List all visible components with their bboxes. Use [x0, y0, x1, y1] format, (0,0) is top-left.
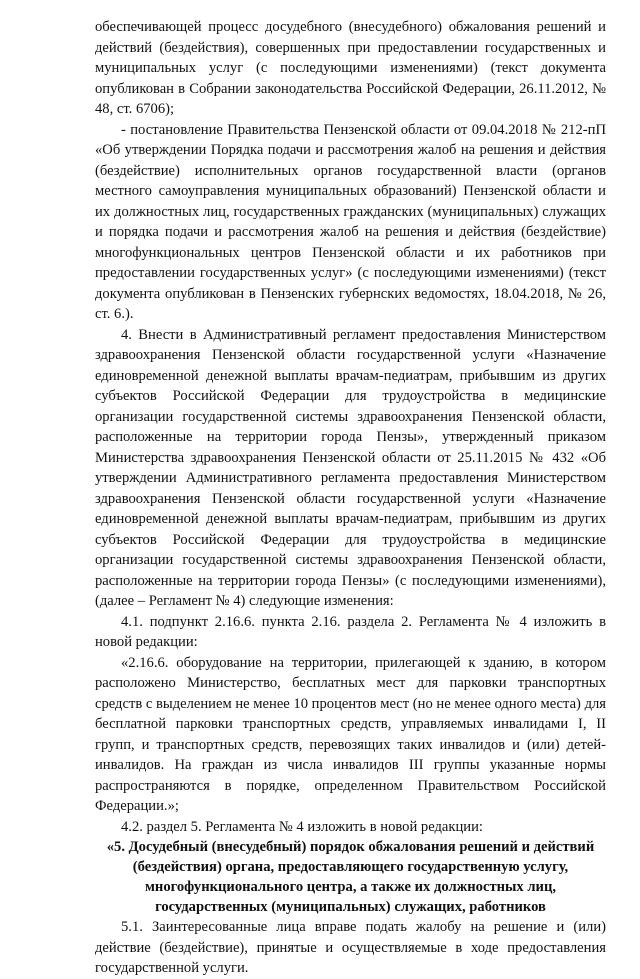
paragraph-item-4: 4. Внести в Административный регламент предоставления Министерством здравоохранения Пензенской области государственной услуги «Назначение единовременной денежной выплаты врачам-педиатрам, прибывшим из других субъектов Российской Федерации для трудоустройства в медицинские организации государственной системы здравоохранения Пензенской области, расположенные на территории города Пензы», утвержденный приказом Министерства здравоохранения Пензенской области от 25.11.2015 № 432 «Об утверждении Административного регламента предоставления Министерством здравоохранения Пензенской области государственной услуги «Назначение единовременной денежной выплаты врачам-педиатрам, прибывшим из других субъектов Российской Федерации для трудоустройства в медицинские организации государственной системы здравоохранения Пензенской области, расположенные на территории города Пензы» (с последующими изменениями), (далее – Регламент № 4) следующие изменения:: [95, 326, 606, 609]
paragraph-item-4-2: 4.2. раздел 5. Регламента № 4 изложить в новой редакции:: [121, 818, 483, 835]
paragraph-penza-resolution: - постановление Правительства Пензенской области от 09.04.2018 № 212-пП «Об утверждении Порядка подачи и рассмотрения жалоб на решения и действия (бездействие) исполнительных органов государственной власти (органов местного самоуправления муниципальных образований) Пензенской области и их должностных лиц, государственных гражданских (муниципальных) служащих и порядка подачи и рассмотрения жалоб на решения и действия (бездействие) многофункциональных центров Пензенской области и их работников при предоставлении государственных услуг» (с последующими изменениями) (текст документа опубликован в Пензенских губернских ведомостях, 18.04.2018, № 26, ст. 6.).: [95, 121, 606, 322]
document-text: [95, 17, 606, 979]
paragraph-federal-resolution-tail: обеспечивающей процесс досудебного (внесудебного) обжалования решений и действий (бездействия), совершенных при предоставлении государственных и муниципальных услуг (с последующими изменениями) (текст документа опубликован в Собрании законодательства Российской Федерации, 26.11.2012, № 48, ст. 6706);: [95, 19, 606, 117]
section-5-heading: «5. Досудебный (внесудебный) порядок обжалования решений и действий (бездействия) органа, предоставляющего государственную услугу, многофункционального центра, а также их должностных лиц, государственных (муниципальных) служащих, работников: [106, 839, 595, 915]
paragraph-item-5-1: 5.1. Заинтересованные лица вправе подать жалобу на решение и (или) действие (бездействие), принятые и осуществляемые в ходе предоставления государственной услуги.: [95, 919, 606, 976]
paragraph-item-4-1: 4.1. подпункт 2.16.6. пункта 2.16. раздела 2. Регламента № 4 изложить в новой редакции:: [95, 613, 606, 650]
paragraph-clause-2-16-6: «2.16.6. оборудование на территории, прилегающей к зданию, в котором расположено Министерство, бесплатных мест для парковки транспортных средств с выделением не менее 10 процентов мест (но не менее одного места) для бесплатной парковки транспортных средств, управляемых инвалидами I, II групп, и транспортных средств, перевозящих таких инвалидов и (или) детей-инвалидов. На граждан из числа инвалидов III группы указанные нормы распространяются в порядке, определенном Правительством Российской Федерации.»;: [95, 654, 606, 814]
